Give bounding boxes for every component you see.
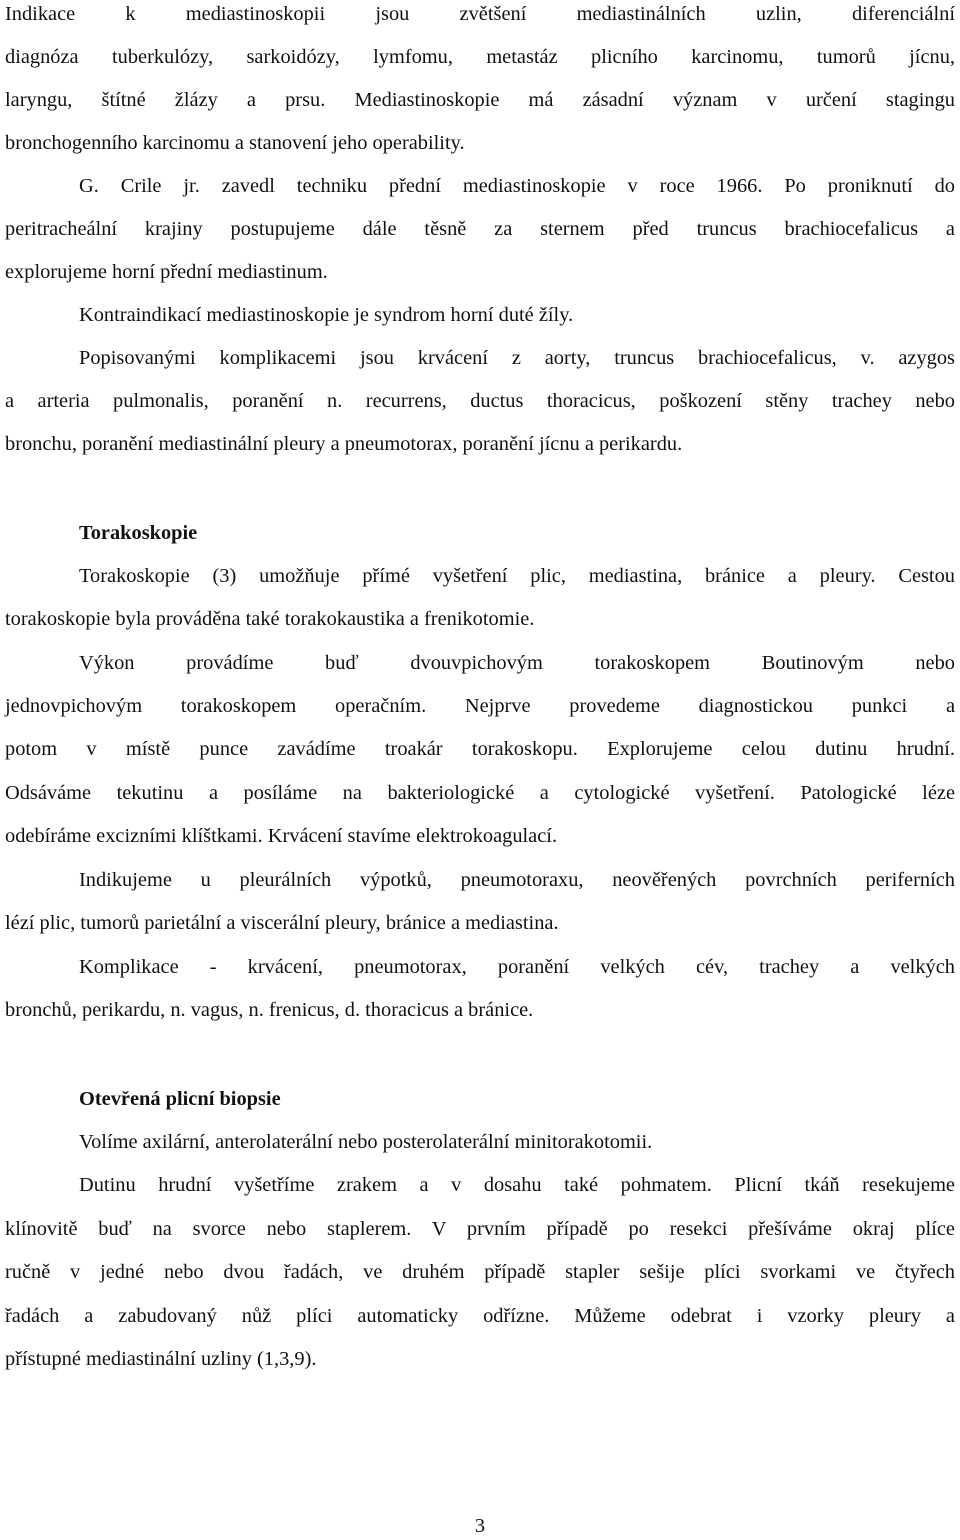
text-line: jednovpichovým torakoskopem operačním. Nejprve provedeme diagnostickou punkci a bbox=[5, 695, 955, 717]
text-line: diagnóza tuberkulózy, sarkoidózy, lymfomu, metastáz plicního karcinomu, tumorů jícnu, bbox=[5, 46, 955, 68]
section-heading-otevrena-plicni-biopsie: Otevřená plicní biopsie bbox=[79, 1088, 281, 1110]
text-line: bronchů, perikardu, n. vagus, n. frenicus, d. thoracicus a bránice. bbox=[5, 999, 534, 1021]
text-line: Indikace k mediastinoskopii jsou zvětšení mediastinálních uzlin, diferenciální bbox=[5, 3, 955, 25]
text-line: Dutinu hrudní vyšetříme zrakem a v dosahu také pohmatem. Plicní tkáň resekujeme bbox=[79, 1174, 955, 1196]
text-line: explorujeme horní přední mediastinum. bbox=[5, 261, 328, 283]
text-line: bronchogenního karcinomu a stanovení jeho operability. bbox=[5, 132, 465, 154]
text-line: potom v místě punce zavádíme troakár torakoskopu. Explorujeme celou dutinu hrudní. bbox=[5, 738, 955, 760]
text-line: Popisovanými komplikacemi jsou krvácení z aorty, truncus brachiocefalicus, v. azygos bbox=[79, 347, 955, 369]
text-line: odebíráme excizními klíštkami. Krvácení stavíme elektrokoagulací. bbox=[5, 825, 558, 847]
page-number: 3 bbox=[474, 1515, 486, 1537]
text-line: Volíme axilární, anterolaterální nebo posterolaterální minitorakotomii. bbox=[79, 1131, 653, 1153]
text-line: Odsáváme tekutinu a posíláme na bakteriologické a cytologické vyšetření. Patologické léze bbox=[5, 782, 955, 804]
text-line: Indikujeme u pleurálních výpotků, pneumotoraxu, neověřených povrchních periferních bbox=[79, 869, 955, 891]
text-line: torakoskopie byla prováděna také torakokaustika a frenikotomie. bbox=[5, 608, 535, 630]
text-line: Torakoskopie (3) umožňuje přímé vyšetření plic, mediastina, bránice a pleury. Cestou bbox=[79, 565, 955, 587]
text-line: Komplikace - krvácení, pneumotorax, poranění velkých cév, trachey a velkých bbox=[79, 956, 955, 978]
text-line: přístupné mediastinální uzliny (1,3,9). bbox=[5, 1348, 317, 1370]
text-line: Kontraindikací mediastinoskopie je syndrom horní duté žíly. bbox=[79, 304, 574, 326]
text-line: lézí plic, tumorů parietální a viscerální pleury, bránice a mediastina. bbox=[5, 912, 559, 934]
text-line: a arteria pulmonalis, poranění n. recurrens, ductus thoracicus, poškození stěny trachey nebo bbox=[5, 390, 955, 412]
text-line: klínovitě buď na svorce nebo staplerem. V prvním případě po resekci přešíváme okraj plíce bbox=[5, 1218, 955, 1240]
section-heading-torakoskopie: Torakoskopie bbox=[79, 522, 198, 544]
text-line: Výkon provádíme buď dvouvpichovým torakoskopem Boutinovým nebo bbox=[79, 652, 955, 674]
text-line: ručně v jedné nebo dvou řadách, ve druhém případě stapler sešije plíci svorkami ve čtyřech bbox=[5, 1261, 955, 1283]
text-line: laryngu, štítné žlázy a prsu. Mediastinoskopie má zásadní význam v určení stagingu bbox=[5, 89, 955, 111]
text-line: řadách a zabudovaný nůž plíci automaticky odřízne. Můžeme odebrat i vzorky pleury a bbox=[5, 1305, 955, 1327]
text-line: bronchu, poranění mediastinální pleury a pneumotorax, poranění jícnu a perikardu. bbox=[5, 433, 683, 455]
text-line: peritracheální krajiny postupujeme dále těsně za sternem před truncus brachiocefalicus a bbox=[5, 218, 955, 240]
text-line: G. Crile jr. zavedl techniku přední mediastinoskopie v roce 1966. Po proniknutí do bbox=[79, 175, 955, 197]
